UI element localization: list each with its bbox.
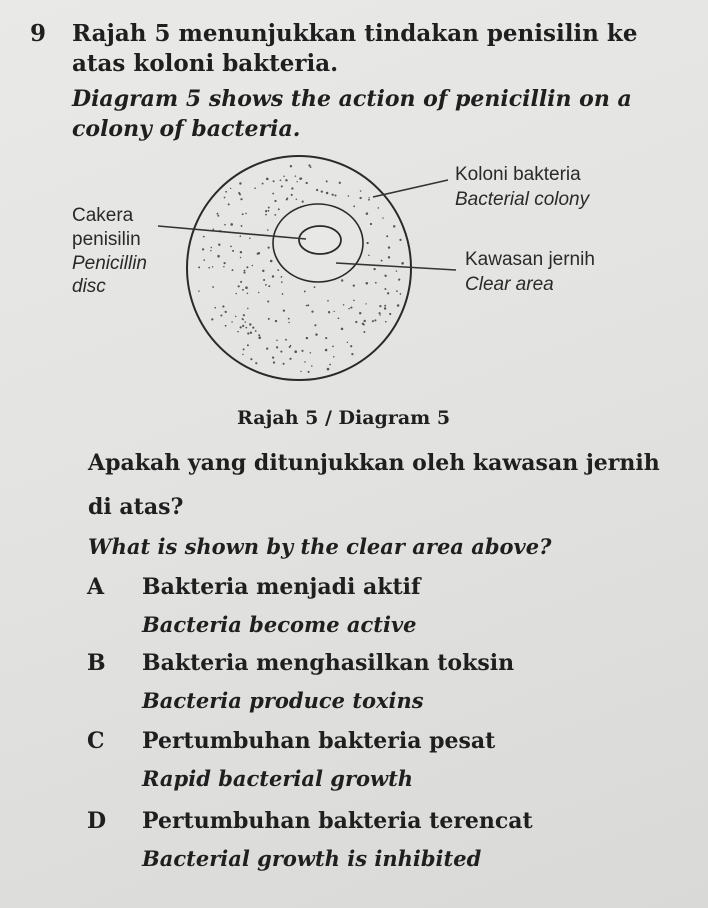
- bacteria-dot: [306, 305, 308, 307]
- bacteria-dot: [311, 365, 313, 367]
- bacteria-dot: [302, 201, 304, 203]
- bacteria-dot: [240, 251, 242, 253]
- option-d-letter[interactable]: D: [87, 808, 107, 834]
- option-a-malay[interactable]: Bakteria menjadi aktif: [142, 574, 421, 600]
- option-b-english[interactable]: Bacteria produce toxins: [142, 688, 424, 713]
- bacteria-dot: [348, 308, 350, 310]
- bacteria-dot: [372, 320, 374, 322]
- bacteria-dot: [341, 328, 344, 331]
- bacteria-dot: [374, 319, 376, 321]
- bacteria-dot: [401, 262, 404, 265]
- bacteria-dot: [210, 250, 211, 251]
- option-d-english[interactable]: Bacterial growth is inhibited: [142, 846, 482, 871]
- label-clear-english: Clear area: [465, 274, 554, 295]
- bacteria-dot: [217, 255, 220, 258]
- bacteria-dot: [270, 260, 273, 263]
- bacteria-dot: [368, 197, 369, 198]
- stem-malay-line2: atas koloni bakteria.: [72, 50, 339, 77]
- bacteria-dot: [379, 305, 381, 307]
- bacteria-dot: [379, 314, 380, 315]
- bacteria-dot: [327, 368, 330, 371]
- bacteria-dot: [329, 364, 331, 366]
- bacteria-dot: [306, 182, 308, 184]
- option-c-letter[interactable]: C: [87, 728, 105, 754]
- bacteria-dot: [214, 307, 216, 309]
- bacteria-dot: [384, 275, 386, 277]
- bacteria-dot: [218, 244, 220, 246]
- bacteria-dot: [245, 327, 247, 329]
- bacteria-dot: [274, 214, 276, 216]
- bacteria-dot: [328, 311, 330, 313]
- bacteria-dot: [359, 197, 361, 199]
- bacteria-dot: [290, 345, 292, 347]
- bacteria-dot: [400, 293, 402, 295]
- bacteria-dot: [224, 262, 226, 264]
- bacteria-dot: [350, 307, 352, 309]
- bacteria-dot: [235, 293, 237, 295]
- bacteria-dot: [228, 203, 230, 205]
- bacteria-dot: [268, 247, 270, 249]
- bacteria-dot: [386, 235, 388, 237]
- bacteria-dot: [355, 321, 357, 323]
- bacteria-dot: [273, 180, 275, 182]
- bacteria-dot: [268, 207, 270, 209]
- bacteria-dot: [273, 361, 275, 363]
- stem-english-line2: colony of bacteria.: [72, 116, 301, 142]
- bacteria-dot: [242, 354, 243, 355]
- bacteria-dot: [262, 183, 264, 185]
- stem-malay-line1: Rajah 5 menunjukkan tindakan penisilin ke: [72, 20, 638, 47]
- bacteria-dot: [211, 318, 213, 320]
- bacteria-dot: [393, 225, 395, 227]
- bacteria-dot: [399, 239, 401, 241]
- label-disc-english-2: disc: [72, 276, 106, 297]
- bacteria-dot: [272, 193, 274, 195]
- bacteria-dot: [208, 267, 210, 269]
- bacteria-dot: [247, 308, 249, 310]
- bacteria-dot: [379, 312, 381, 314]
- bacteria-dot: [364, 320, 366, 322]
- question-number: 9: [30, 20, 47, 47]
- bacteria-dot: [238, 192, 240, 194]
- bacteria-dot: [281, 281, 283, 283]
- bacteria-dot: [247, 293, 249, 295]
- bacteria-dot: [242, 213, 244, 215]
- bacteria-dot: [311, 310, 313, 312]
- bacteria-dot: [398, 279, 400, 281]
- option-b-letter[interactable]: B: [87, 650, 106, 676]
- bacteria-dot: [365, 303, 366, 304]
- label-colony-english: Bacterial colony: [455, 189, 590, 210]
- bacteria-dot: [281, 276, 283, 278]
- bacteria-dot: [297, 181, 298, 182]
- bacteria-dot: [267, 229, 269, 231]
- diagram-caption: Rajah 5 / Diagram 5: [237, 407, 451, 429]
- bacteria-dot: [370, 223, 372, 225]
- bacteria-dot: [252, 265, 253, 266]
- bacteria-dot: [343, 304, 344, 305]
- bacteria-dot: [285, 339, 287, 341]
- bacteria-dot: [243, 348, 245, 350]
- bacteria-dot: [255, 330, 257, 332]
- bacteria-dot: [388, 256, 390, 258]
- bacteria-dot: [276, 346, 278, 348]
- bacteria-dot: [353, 205, 355, 207]
- bacteria-dot: [306, 337, 308, 339]
- bacteria-dot: [235, 316, 237, 318]
- bacteria-dot: [396, 270, 397, 271]
- label-clear-malay: Kawasan jernih: [465, 249, 595, 270]
- bacteria-dot: [240, 281, 242, 283]
- bacteria-dot: [301, 350, 303, 352]
- bacteria-dot: [291, 194, 293, 196]
- penicillin-disc: [299, 226, 341, 254]
- stem-english-line1: Diagram 5 shows the action of penicillin on a: [72, 86, 632, 112]
- bacteria-dot: [286, 199, 288, 201]
- bacteria-dot: [360, 190, 362, 192]
- bacteria-dot: [288, 322, 289, 323]
- bacteria-dot: [225, 191, 227, 193]
- bacteria-dot: [387, 292, 389, 294]
- bacteria-dot: [300, 178, 302, 180]
- bacteria-dot: [280, 351, 282, 353]
- bacteria-dot: [220, 314, 222, 316]
- bacteria-dot: [363, 324, 365, 326]
- bacteria-dot: [268, 210, 270, 212]
- bacteria-dot: [307, 304, 309, 306]
- bacteria-dot: [326, 180, 328, 182]
- bacteria-dot: [288, 318, 290, 320]
- label-disc-malay-1: Cakera: [72, 205, 134, 226]
- bacteria-dot: [283, 363, 285, 365]
- bacteria-dot: [231, 321, 232, 322]
- bacteria-dot: [316, 189, 318, 191]
- bacteria-dot: [224, 197, 226, 199]
- bacteria-dot: [366, 282, 369, 285]
- bacteria-dot: [291, 187, 293, 189]
- option-c-english[interactable]: Rapid bacterial growth: [142, 766, 414, 791]
- bacteria-dot: [359, 312, 361, 314]
- option-a-letter[interactable]: A: [87, 574, 105, 600]
- prompt-malay-line2: di atas?: [88, 494, 184, 520]
- bacteria-dot: [348, 195, 350, 197]
- bacteria-dot: [230, 188, 231, 189]
- bacteria-dot: [267, 300, 269, 302]
- bacteria-dot: [375, 282, 377, 284]
- bacteria-dot: [203, 236, 205, 238]
- bacteria-dot: [325, 349, 328, 352]
- bacteria-dot: [332, 194, 334, 196]
- bacteria-dot: [366, 212, 369, 215]
- bacteria-dot: [232, 250, 234, 252]
- bacteria-dot: [240, 326, 242, 328]
- bacteria-dot: [373, 268, 375, 270]
- bacteria-dot: [277, 269, 279, 271]
- bacteria-dot: [333, 311, 334, 312]
- bacteria-dot: [258, 252, 260, 254]
- bacteria-dot: [203, 259, 205, 261]
- bacteria-dot: [294, 350, 297, 353]
- bacteria-dot: [225, 325, 227, 327]
- bacteria-dot: [326, 192, 329, 195]
- bacteria-dot: [283, 309, 285, 311]
- option-c-malay[interactable]: Pertumbuhan bakteria pesat: [142, 728, 496, 754]
- bacteria-dot: [314, 324, 316, 326]
- bacteria-dot: [245, 321, 247, 323]
- bacteria-dot: [300, 371, 301, 372]
- bacteria-dot: [268, 285, 270, 287]
- bacteria-dot: [224, 224, 226, 226]
- bacteria-dot: [280, 179, 282, 181]
- pointer-colony: [373, 180, 448, 197]
- bacteria-dot: [255, 362, 257, 364]
- bacteria-dot: [327, 300, 329, 302]
- bacteria-dot: [274, 200, 276, 202]
- bacteria-dot: [262, 270, 264, 272]
- bacteria-dot: [334, 194, 336, 196]
- bacteria-dot: [389, 313, 391, 315]
- bacteria-dot: [249, 237, 251, 239]
- bacteria-dot: [232, 269, 234, 271]
- bacteria-dot: [384, 288, 386, 290]
- bacteria-dot: [230, 223, 233, 226]
- bacteria-dot: [384, 305, 386, 307]
- bacteria-dot: [240, 257, 242, 259]
- bacteria-dot: [289, 358, 291, 360]
- bacteria-dot: [281, 185, 283, 187]
- bacteria-dot: [339, 182, 341, 184]
- bacteria-dot: [258, 334, 260, 336]
- bacteria-dot: [368, 255, 370, 256]
- bacteria-dot: [265, 214, 267, 216]
- bacteria-dot: [282, 293, 284, 295]
- bacteria-dot: [250, 358, 252, 360]
- bacteria-dot: [242, 325, 244, 327]
- bacteria-dot: [276, 340, 278, 342]
- option-a-english[interactable]: Bacteria become active: [142, 612, 417, 637]
- bacteria-dot: [244, 270, 246, 272]
- bacteria-dot: [265, 210, 267, 212]
- bacteria-dot: [223, 266, 224, 267]
- bacteria-dot: [217, 215, 219, 217]
- bacteria-dot: [238, 285, 240, 287]
- bacteria-dot: [263, 279, 265, 281]
- bacteria-dot: [217, 213, 219, 215]
- bacteria-dot: [266, 347, 268, 349]
- bacteria-dot: [212, 286, 214, 288]
- prompt-english: What is shown by the clear area above?: [88, 534, 552, 559]
- bacteria-dot: [314, 286, 316, 288]
- bacteria-dot: [211, 247, 213, 249]
- bacteria-dot: [267, 179, 269, 181]
- bacteria-dot: [333, 356, 335, 358]
- bacteria-dot: [243, 314, 245, 316]
- bacteria-dot: [239, 182, 241, 184]
- option-d-malay[interactable]: Pertumbuhan bakteria terencat: [142, 808, 533, 834]
- option-b-malay[interactable]: Bakteria menghasilkan toksin: [142, 650, 515, 676]
- bacteria-dot: [268, 318, 270, 320]
- bacteria-dot: [230, 246, 232, 248]
- prompt-malay-line1: Apakah yang ditunjukkan oleh kawasan jernih: [88, 450, 660, 476]
- bacteria-dot: [265, 284, 267, 286]
- bacteria-dot: [254, 187, 256, 189]
- bacteria-dot: [315, 333, 317, 335]
- bacteria-dot: [310, 352, 312, 354]
- bacteria-dot: [243, 272, 245, 274]
- bacteria-dot: [341, 279, 343, 281]
- bacteria-dot: [285, 179, 287, 181]
- bacteria-dot: [239, 235, 241, 237]
- bacteria-dot: [212, 266, 213, 267]
- bacteria-dot: [347, 342, 348, 343]
- bacteria-dot: [363, 331, 365, 333]
- bacteria-dot: [278, 208, 280, 210]
- bacteria-dot: [258, 336, 261, 339]
- bacteria-dot: [350, 345, 352, 347]
- bacteria-dot: [242, 289, 244, 291]
- bacteria-dot: [198, 266, 200, 268]
- bacteria-dot: [304, 290, 306, 292]
- bacteria-dot: [321, 190, 323, 192]
- label-disc-malay-2: penisilin: [72, 229, 141, 250]
- bacteria-dot: [304, 361, 306, 363]
- bacteria-dot: [308, 371, 310, 373]
- bacteria-dot: [237, 331, 239, 333]
- bacteria-dot: [382, 217, 383, 218]
- bacteria-dot: [366, 242, 368, 244]
- bacteria-dot: [272, 356, 274, 358]
- bacteria-dot: [246, 266, 248, 268]
- bacteria-dot: [332, 346, 334, 348]
- bacteria-dot: [290, 165, 292, 167]
- bacteria-dot: [325, 337, 327, 339]
- label-colony-malay: Koloni bakteria: [455, 164, 581, 185]
- bacteria-dot: [353, 300, 355, 302]
- bacteria-dot: [245, 213, 247, 215]
- bacteria-dot: [198, 290, 200, 292]
- bacteria-dot: [378, 207, 380, 209]
- bacteria-dot: [388, 246, 390, 248]
- bacteria-dot: [385, 321, 387, 323]
- bacteria-dot: [308, 164, 310, 166]
- bacteria-dot: [396, 290, 398, 292]
- bacteria-dot: [241, 225, 243, 227]
- bacteria-dot: [202, 248, 204, 250]
- bacteria-dot: [247, 344, 249, 346]
- bacteria-dot: [295, 175, 297, 177]
- bacteria-dot: [384, 307, 386, 309]
- bacteria-dot: [351, 353, 353, 355]
- bacteria-dot: [338, 317, 340, 319]
- bacteria-dot: [252, 327, 254, 329]
- bacteria-dot: [272, 275, 274, 277]
- bacteria-dot: [240, 198, 242, 200]
- label-disc-english-1: Penicillin: [72, 253, 147, 274]
- bacteria-dot: [275, 320, 277, 322]
- bacteria-dot: [245, 286, 248, 289]
- bacteria-dot: [250, 332, 252, 334]
- bacteria-dot: [283, 175, 285, 177]
- bacteria-dot: [247, 332, 249, 334]
- bacteria-dot: [381, 260, 383, 262]
- bacteria-dot: [296, 199, 297, 200]
- bacteria-dot: [353, 284, 355, 286]
- bacteria-dot: [258, 292, 259, 293]
- bacteria-dot: [222, 305, 224, 307]
- bacteria-dot: [249, 323, 251, 325]
- bacteria-dot: [225, 311, 227, 313]
- bacteria-dot: [242, 318, 244, 320]
- bacteria-dot: [397, 304, 400, 307]
- bacteria-dot: [368, 199, 370, 201]
